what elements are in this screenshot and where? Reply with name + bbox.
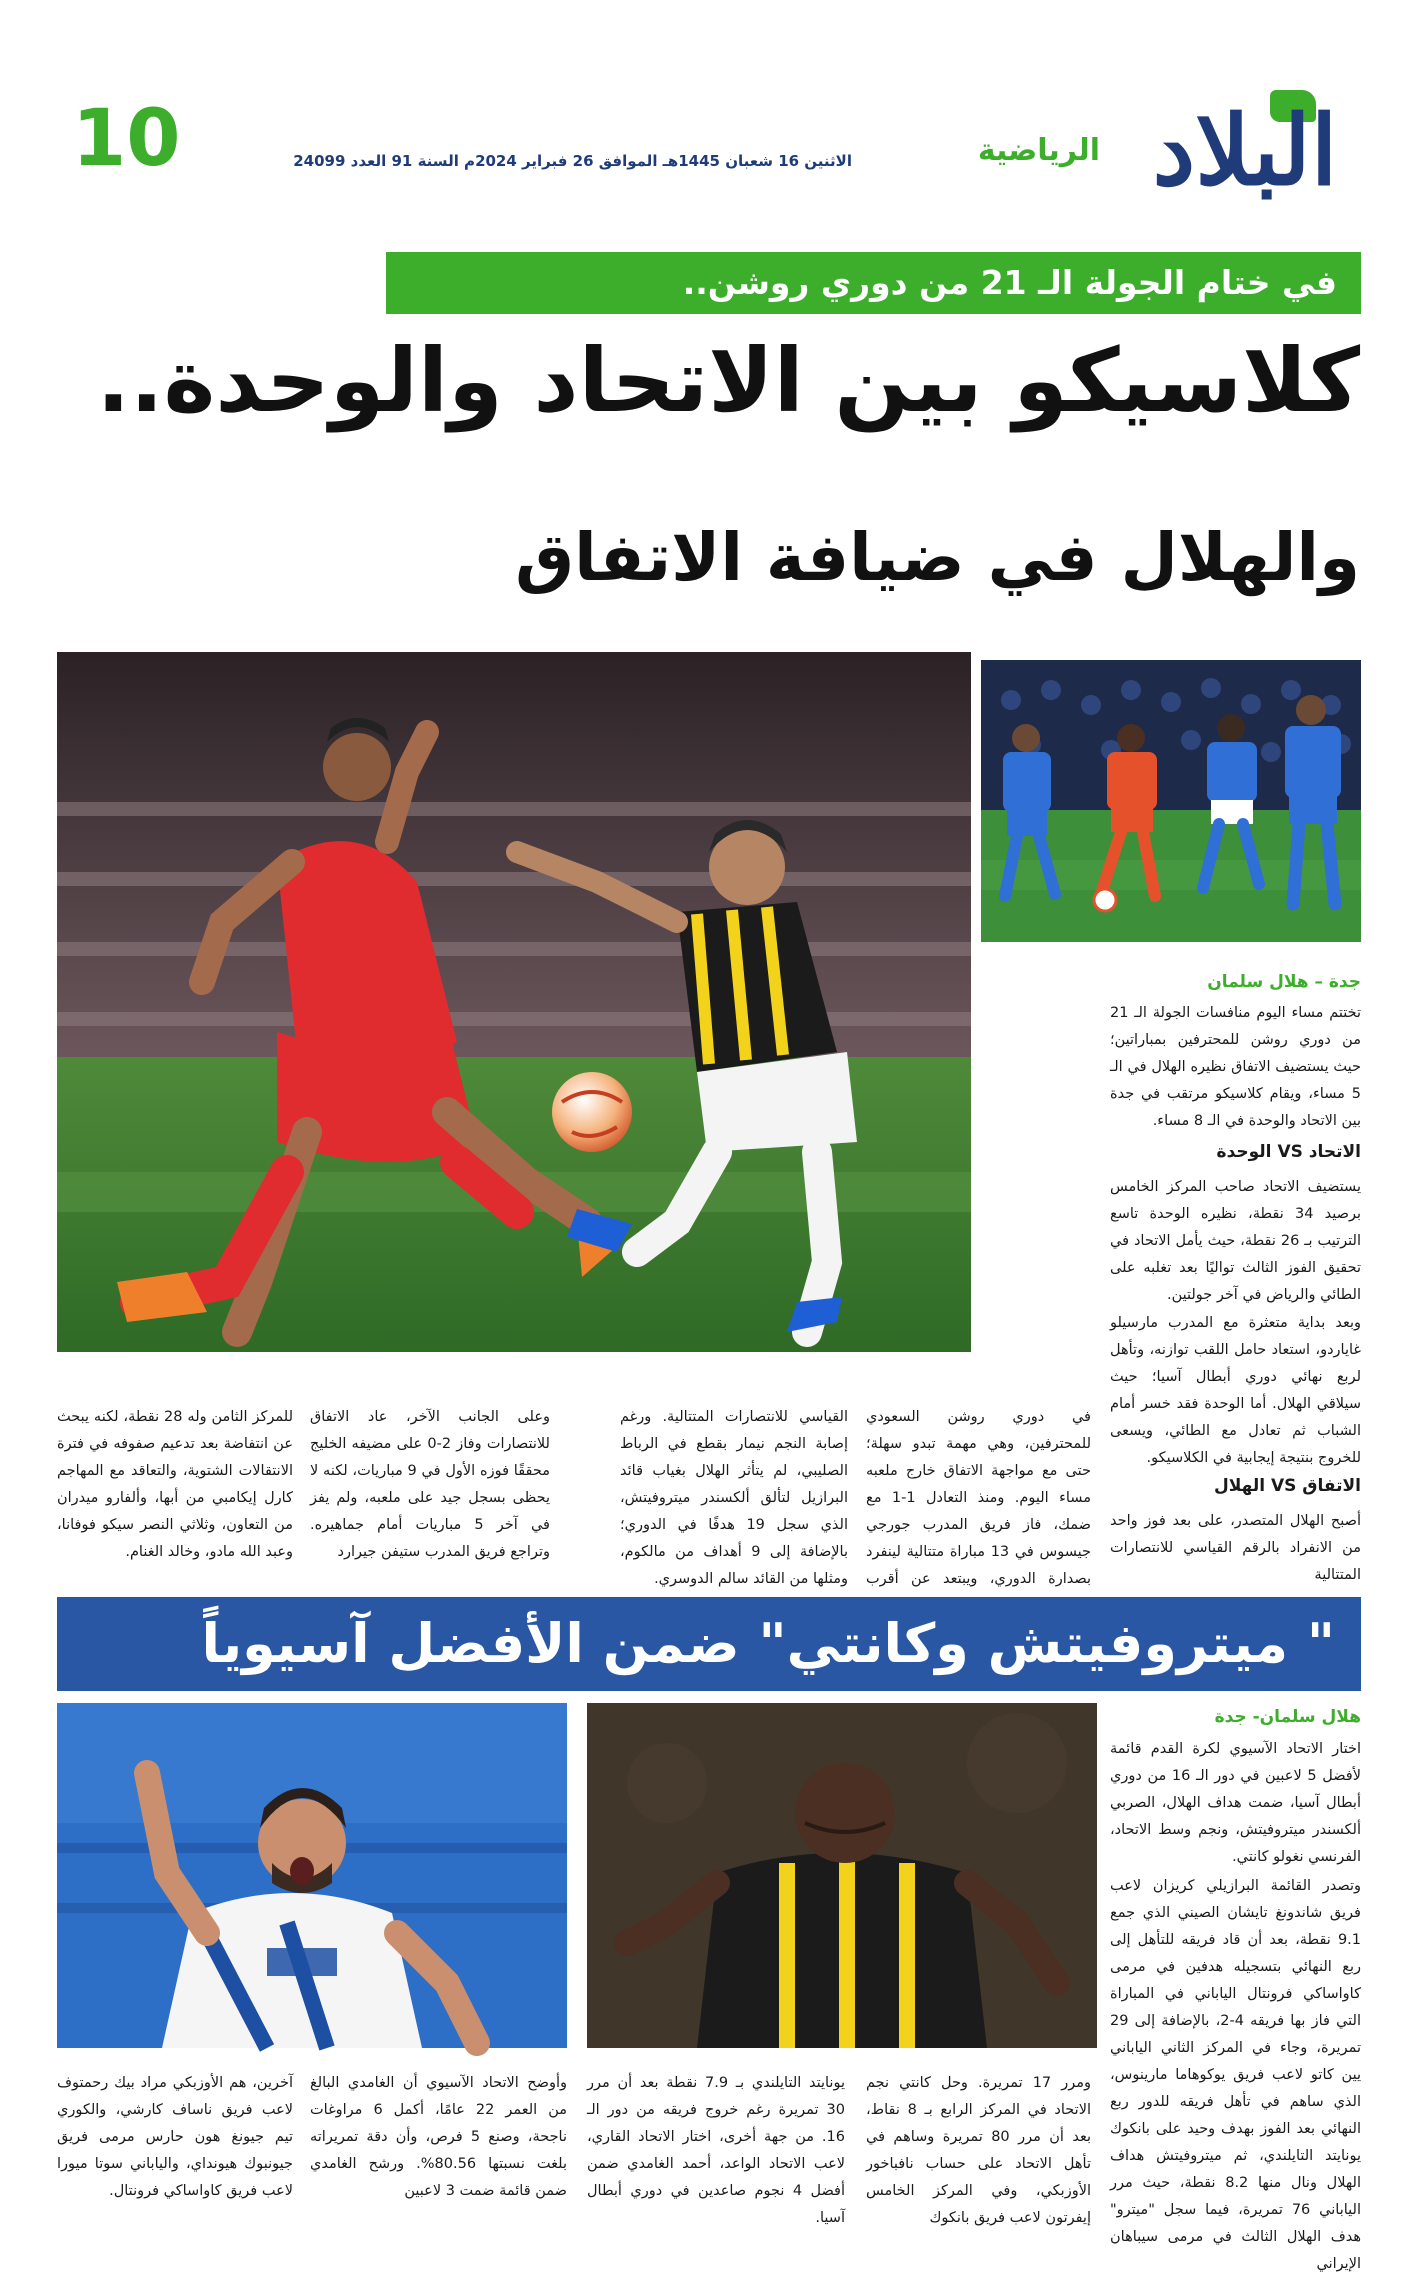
story1-subhead-ittihad-wahda: الاتحاد VS الوحدة	[1216, 1142, 1361, 1162]
photo-mitrovic	[57, 1703, 567, 2048]
story1-col5: للمركز الثامن وله 28 نقطة، لكنه يبحث عن انتفاضة بعد تدعيم صفوفه في فترة الانتقالات الشتوية، والتعاقد مع المهاجم كارل إيكامبي من أبها، وألفارو ميدران من التعاون، وثلاثي النصر سيكو فوفانا، وعبد الله مادو، وخالد الغنام.	[57, 1409, 293, 1560]
section-name: الرياضية	[977, 133, 1100, 168]
photo-kante	[587, 1703, 1097, 2048]
story1-col2: في دوري روشن السعودي للمحترفين، وهي مهمة تبدو سهلة؛ حتى مع مواجهة الاتفاق خارج ملعبه مساء اليوم. ومنذ التعادل 1-1 مع ضمك، فاز فريق المدرب جورجي جيسوس في 13 مباراة متتالية لينفرد بصدارة الدوري، ويبتعد عن أقرب	[866, 1409, 1092, 1587]
story2-para2: وتصدر القائمة البرازيلي كريزان لاعب فريق شاندونغ تايشان الصيني الذي جمع 9.1 نقطة، بعد أن قاد فريقه للتأهل إلى ربع النهائي بتسجيله هدفين في مرمى كاواساكي فرونتال الياباني في المباراة التي فاز بها فريقه 4-2، بالإضافة إلى 29 تمريرة، وجاء في المركز الثاني الياباني يين كاتو لاعب فريق يوكوهاما مارينوس، الذي ساهم في تأهل فريقه للدور ربع النهائي بعد الفوز بهدف وحيد على بانكوك يونايتد التايلندي، ثم ميتروفيتش هداف الهلال ونال منها 8.2 نقطة، حيث مرر الياباني 76 تمريرة، فيما سجل "ميترو" هدف الهلال الثالث في مرمى سيباهان الإيراني	[1110, 1878, 1361, 2272]
page-number: 10	[72, 94, 181, 184]
kicker-banner: في ختام الجولة الـ 21 من دوري روشن..	[386, 252, 1361, 314]
story1-para2: وبعد بداية متعثرة مع المدرب مارسيلو غاياردو، استعاد حامل اللقب توازنه، وتأهل لربع نهائي دوري أبطال آسيا؛ حيث سيلاقي الهلال. أما الوحدة فقد خسر أمام الشباب ثم تعادل مع الطائي، ويسعى للخروج بنتيجة إيجابية في الكلاسيكو.	[1110, 1315, 1361, 1466]
match-photo-ettifaq-hilal	[981, 660, 1361, 942]
story1-intro: تختتم مساء اليوم منافسات الجولة الـ 21 من دوري روشن للمحترفين بمباراتين؛ حيث يستضيف الاتفاق نظيره الهلال في الـ 5 مساء، ويقام كلاسيكو مرتقب في جدة بين الاتحاد والوحدة في الـ 8 مساء.	[1110, 1005, 1361, 1129]
story1-subhead-ettifaq-hilal: الاتفاق VS الهلال	[1213, 1476, 1361, 1496]
story1-byline: جدة – هلال سلمان	[1207, 972, 1361, 992]
story1-para1: يستضيف الاتحاد صاحب المركز الخامس برصيد 34 نقطة، نظيره الوحدة تاسع الترتيب بـ 26 نقطة، حيث يأمل الاتحاد في تحقيق الفوز الثالث تواليًا بعد تغلبه على الطائي والرياض في آخر جولتين.	[1110, 1179, 1361, 1303]
story2-col2: ومرر 17 تمريرة. وحل كانتي نجم الاتحاد في المركز الرابع بـ 8 نقاط، بعد أن مرر 80 تمريرة وساهم في تأهل الاتحاد على حساب نافباخور الأوزبكي، وفي المركز الخامس إيفرتون لاعب فريق بانكوك	[866, 2075, 1092, 2226]
story1-col3: القياسي للانتصارات المتتالية. ورغم إصابة النجم نيمار بقطع في الرباط الصليبي، لم يتأثر الهلال بغياب قائد البرازيل لتألق ألكسندر ميتروفيتش، الذي سجل 19 هدفًا في الدوري؛ بالإضافة إلى 9 أهداف من مالكوم، ومثلها من القائد سالم الدوسري.	[620, 1409, 848, 1587]
story2-col3: يونايتد التايلندي بـ 7.9 نقطة بعد أن مرر 30 تمريرة رغم خروج فريقه من دور الـ 16. من جهة أخرى، اختار الاتحاد القاري، لاعب الاتحاد الواعد، أحمد الغامدي ضمن أفضل 4 نجوم صاعدين في دوري أبطال آسيا.	[587, 2075, 846, 2226]
story2-col5: آخرين، هم الأوزبكي مراد بيك رحمتوف لاعب فريق ناساف كارشي، والكوري تيم جيونغ هون حارس مرمى فريق جيونبوك هيونداي، والياباني سوتا ميورا لاعب فريق كاواساكي فرونتال.	[57, 2075, 293, 2199]
newspaper-logo	[1120, 88, 1370, 213]
story2-headline-banner: " ميتروفيتش وكانتي" ضمن الأفضل آسيوياً	[57, 1597, 1361, 1691]
story1-para3: أصبح الهلال المتصدر، على بعد فوز واحد من الانفراد بالرقم القياسي للانتصارات المتتالية	[1110, 1513, 1361, 1583]
story2-byline: هلال سلمان- جدة	[1214, 1707, 1361, 1727]
logo-text: البلاد	[1152, 94, 1338, 207]
story1-col4: وعلى الجانب الآخر، عاد الاتفاق للانتصارات وفاز 2-0 على مضيفه الخليج محققًا فوزه الأول في 9 مباريات، لكنه لا يحظى بسجل جيد على ملعبه، ولم يفز في آخر 5 مباريات أمام جماهيره. وتراجع فريق المدرب ستيفن جيرارد	[310, 1409, 550, 1560]
match-photo-ittihad-wahda	[57, 652, 971, 1352]
main-headline: كلاسيكو بين الاتحاد والوحدة..	[96, 329, 1360, 432]
secondary-headline: والهلال في ضيافة الاتفاق	[515, 519, 1360, 596]
story2-col4: وأوضح الاتحاد الآسيوي أن الغامدي البالغ من العمر 22 عامًا، أكمل 6 مراوغات ناجحة، وصنع 5 فرص، وأن دقة تمريراته بلغت نسبتها 80.56%. ورشح الغامدي ضمن قائمة ضمت 3 لاعبين	[310, 2075, 567, 2199]
story2-para1: اختار الاتحاد الآسيوي لكرة القدم قائمة لأفضل 5 لاعبين في دور الـ 16 من دوري أبطال آسيا، ضمت هداف الهلال، الصربي ألكسندر ميتروفيتش، ونجم وسط الاتحاد، الفرنسي نغولو كانتي.	[1110, 1741, 1361, 1865]
dateline: الاثنين 16 شعبان 1445هـ الموافق 26 فبراير 2024م السنة 91 العدد 24099	[293, 152, 852, 170]
